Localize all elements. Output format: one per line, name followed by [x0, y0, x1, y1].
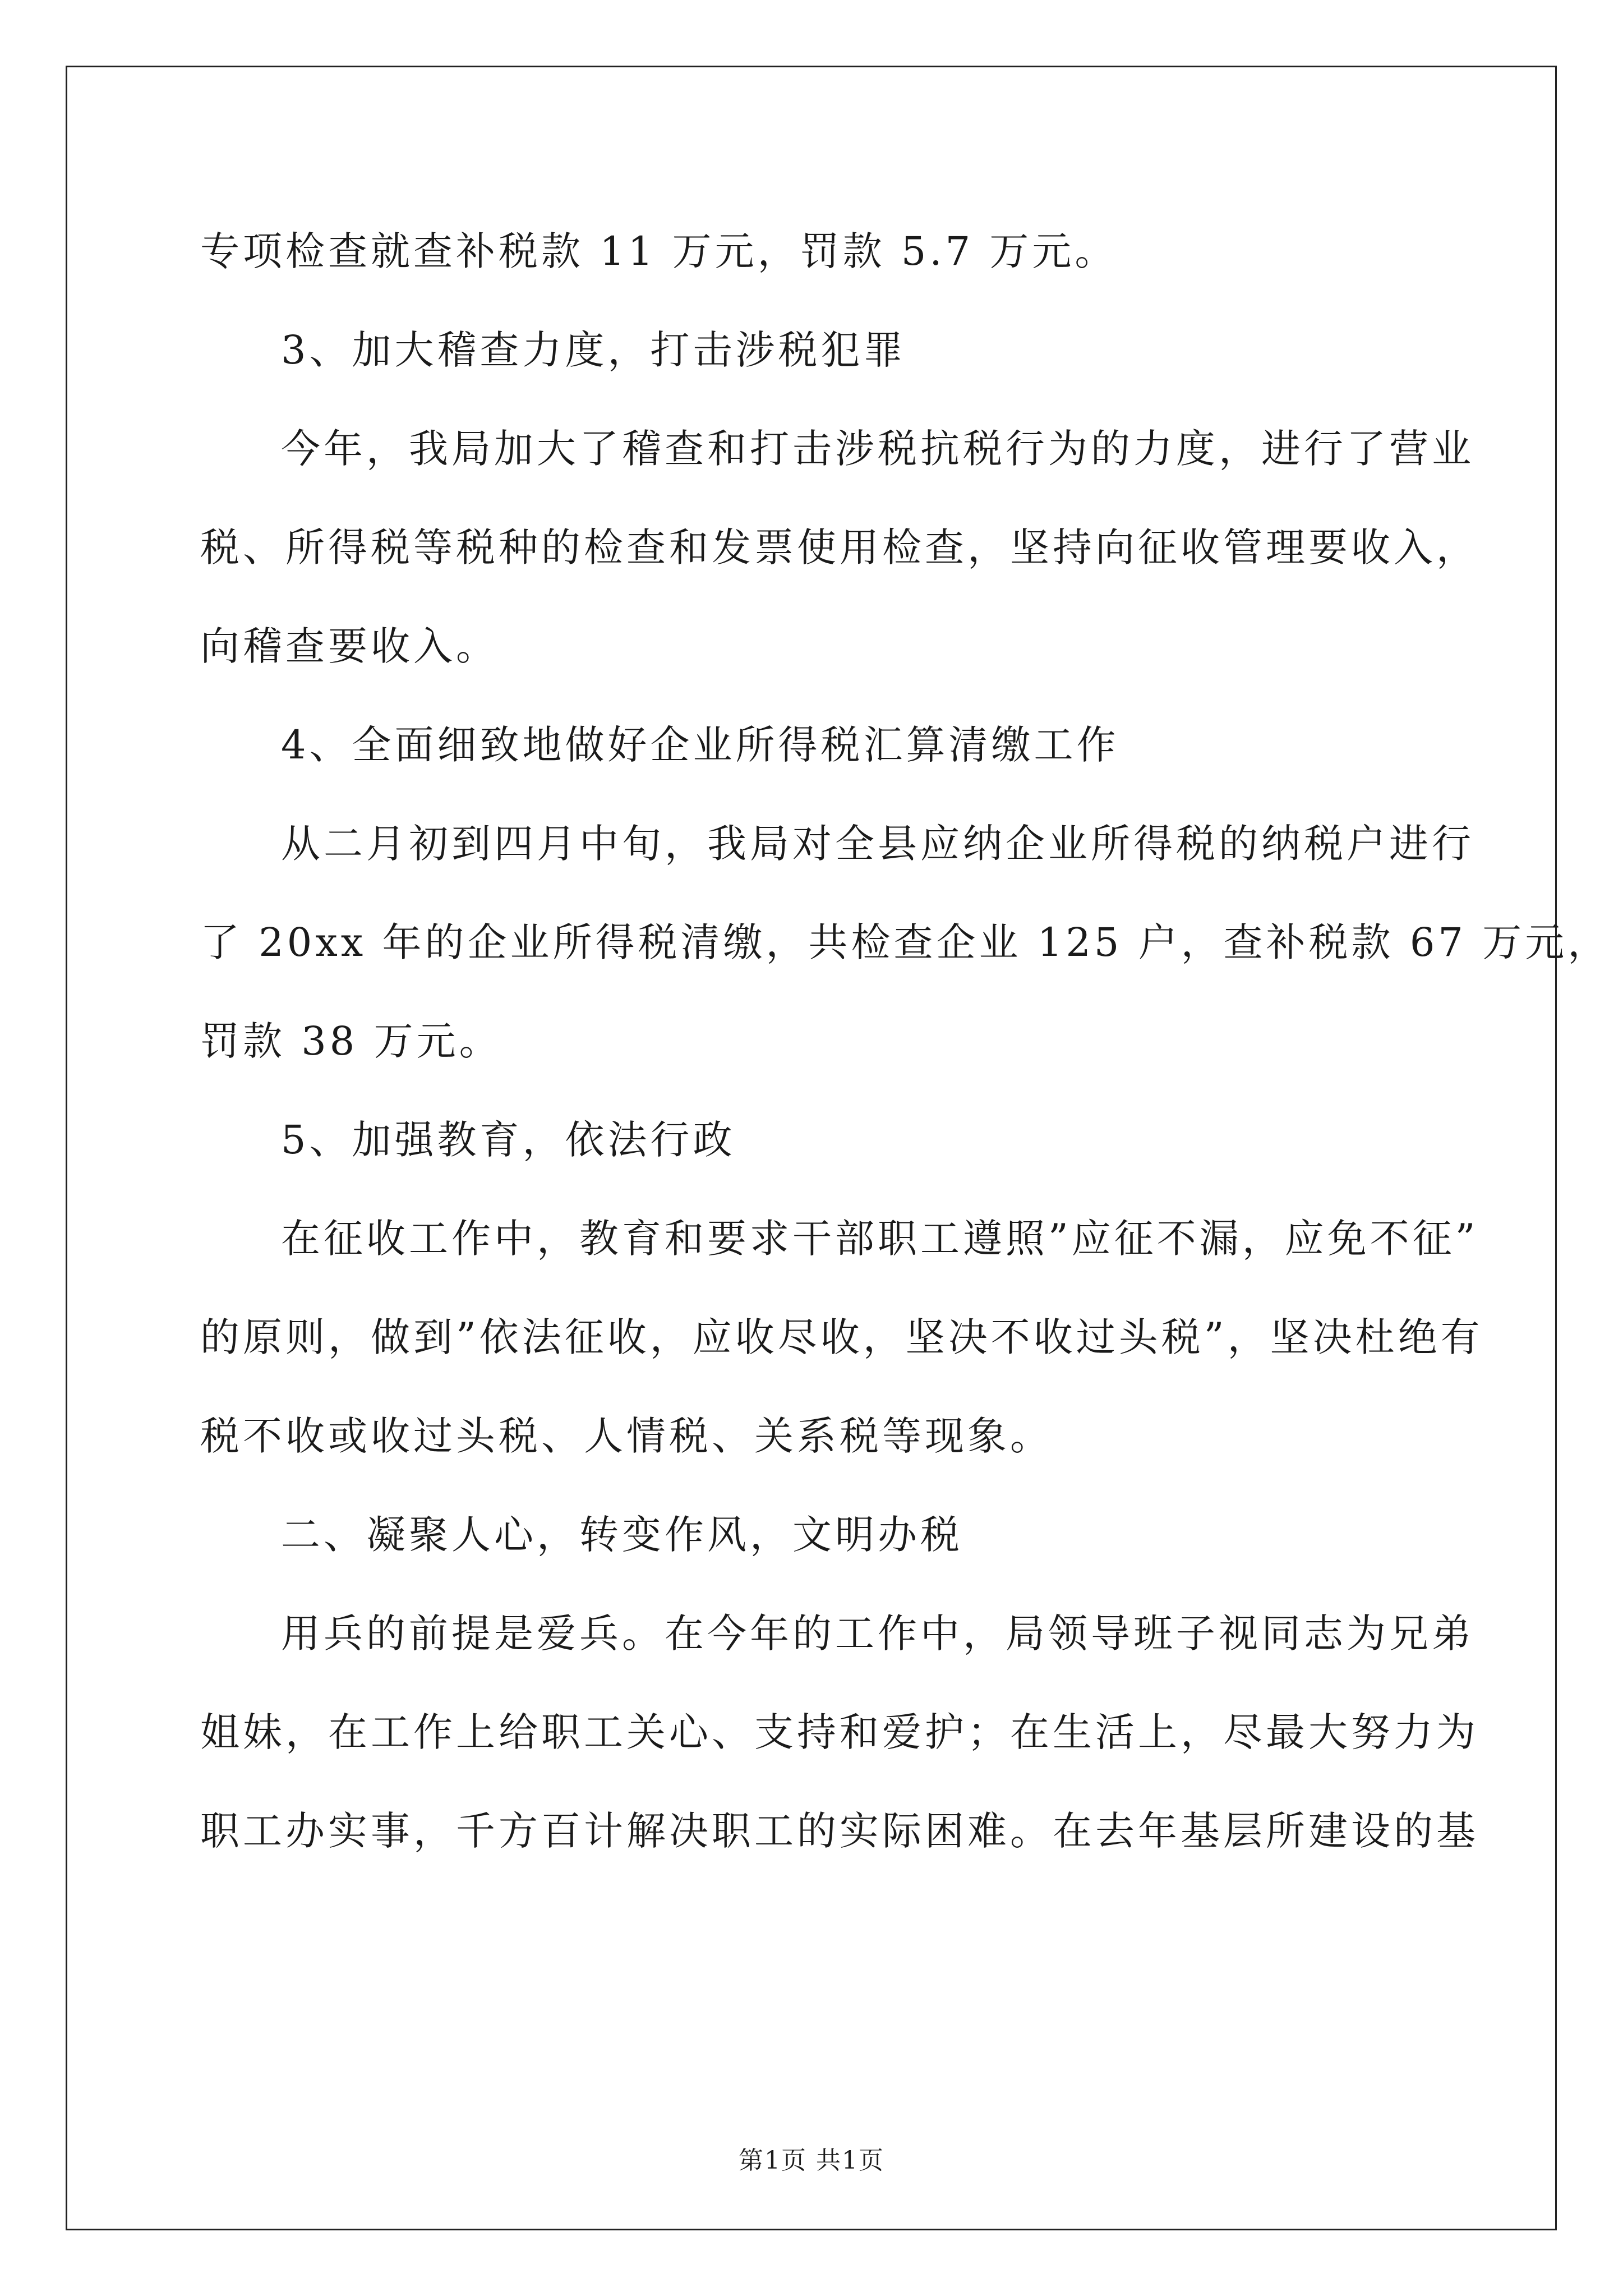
- text-line: 职工办实事，千方百计解决职工的实际困难。在去年基层所建设的基: [200, 1808, 1479, 1854]
- text-line: 姐妹，在工作上给职工关心、支持和爱护；在生活上，尽最大努力为: [200, 1709, 1479, 1755]
- text-line: 罚款 38 万元。: [200, 1018, 502, 1064]
- text-line: 了 20xx 年的企业所得税清缴，共检查企业 125 户，查补税款 67 万元，: [200, 919, 1611, 965]
- text-line: 税、所得税等税种的检查和发票使用检查，坚持向征收管理要收入，: [200, 524, 1479, 570]
- text-line: 的原则，做到”依法征收，应收尽收，坚决不收过头税”，坚决杜绝有: [200, 1314, 1483, 1360]
- text-line: 在征收工作中，教育和要求干部职工遵照”应征不漏，应免不征”: [281, 1216, 1479, 1262]
- section-heading: 二、凝聚人心，转变作风，文明办税: [281, 1512, 963, 1558]
- text-line: 从二月初到四月中旬，我局对全县应纳企业所得税的纳税户进行: [281, 821, 1474, 867]
- text-line: 用兵的前提是爱兵。在今年的工作中，局领导班子视同志为兄弟: [281, 1611, 1474, 1657]
- document-body: [200, 202, 1611, 1880]
- text-line: 向稽查要收入。: [200, 623, 499, 669]
- page-footer: 第1页 共1页: [739, 2146, 884, 2175]
- text-line: 税不收或收过头税、人情税、关系税等现象。: [200, 1413, 1053, 1459]
- section-heading: 4、全面细致地做好企业所得税汇算清缴工作: [281, 722, 1119, 768]
- section-heading: 3、加大稽查力度，打击涉税犯罪: [281, 327, 906, 373]
- section-heading: 5、加强教育，依法行政: [281, 1117, 736, 1163]
- text-line: 专项检查就查补税款 11 万元，罚款 5.7 万元。: [200, 228, 1118, 274]
- text-line: 今年，我局加大了稽查和打击涉税抗税行为的力度，进行了营业: [281, 426, 1474, 472]
